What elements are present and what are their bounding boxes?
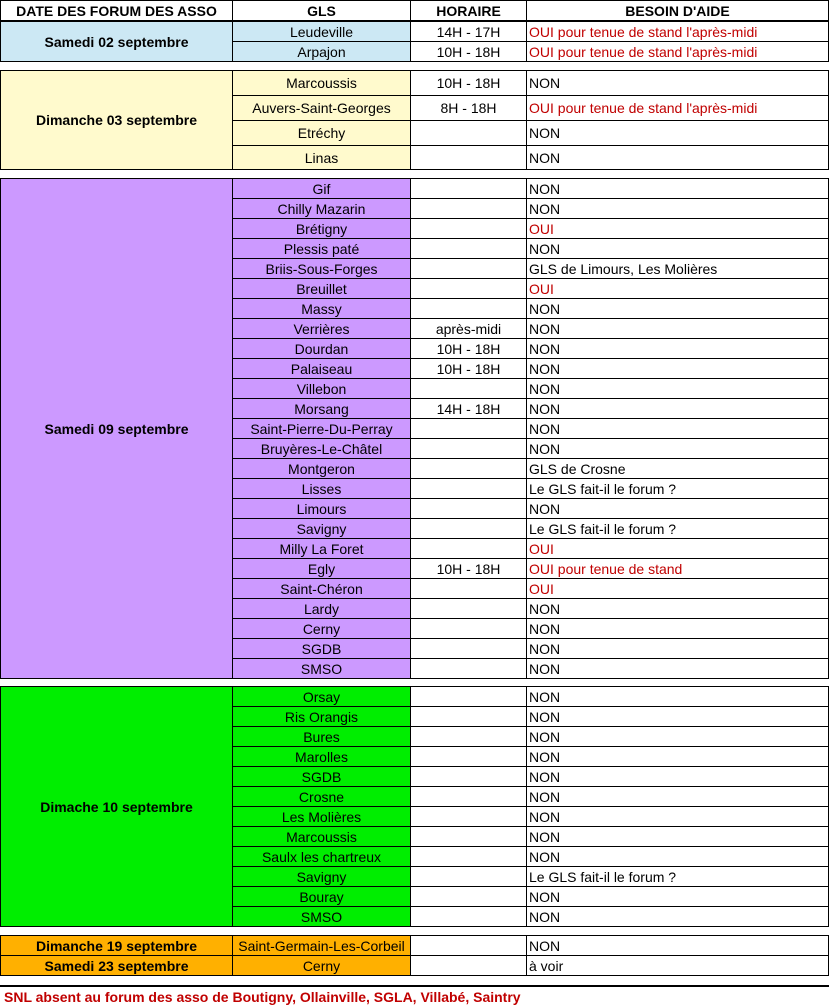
- horaire-cell: [410, 218, 527, 239]
- besoin-cell: OUI: [526, 538, 829, 559]
- horaire-cell: [410, 658, 527, 679]
- gls-cell: Saint-Chéron: [232, 578, 411, 599]
- gls-cell: Savigny: [232, 518, 411, 539]
- gls-cell: Cerny: [232, 955, 411, 976]
- gls-cell: SMSO: [232, 906, 411, 927]
- gls-cell: Bures: [232, 726, 411, 747]
- gls-cell: Montgeron: [232, 458, 411, 479]
- besoin-cell: NON: [526, 418, 829, 439]
- gls-cell: Leudeville: [232, 21, 411, 42]
- besoin-cell: OUI: [526, 218, 829, 239]
- besoin-cell: NON: [526, 120, 829, 146]
- horaire-cell: [410, 866, 527, 887]
- besoin-cell: NON: [526, 906, 829, 927]
- header-horaire: HORAIRE: [410, 0, 527, 21]
- besoin-cell: OUI pour tenue de stand: [526, 558, 829, 579]
- gls-cell: Etréchy: [232, 120, 411, 146]
- gls-cell: Brétigny: [232, 218, 411, 239]
- gls-cell: Milly La Foret: [232, 538, 411, 559]
- besoin-cell: NON: [526, 886, 829, 907]
- footer-note: SNL absent au forum des asso de Boutigny, Ollainville, SGLA, Villabé, Saintry: [0, 985, 829, 1007]
- horaire-cell: [410, 198, 527, 219]
- besoin-cell: NON: [526, 726, 829, 747]
- horaire-cell: 10H - 18H: [410, 70, 527, 96]
- besoin-cell: NON: [526, 145, 829, 170]
- horaire-cell: [410, 618, 527, 639]
- gls-cell: Chilly Mazarin: [232, 198, 411, 219]
- horaire-cell: [410, 120, 527, 146]
- date-cell: Dimanche 03 septembre: [0, 70, 233, 170]
- besoin-cell: NON: [526, 826, 829, 847]
- gls-cell: Morsang: [232, 398, 411, 419]
- date-cell: Samedi 23 septembre: [0, 955, 233, 976]
- gls-cell: Marolles: [232, 746, 411, 767]
- horaire-cell: [410, 686, 527, 707]
- gls-cell: Linas: [232, 145, 411, 170]
- besoin-cell: NON: [526, 786, 829, 807]
- gls-cell: Arpajon: [232, 41, 411, 62]
- besoin-cell: OUI: [526, 578, 829, 599]
- horaire-cell: [410, 706, 527, 727]
- horaire-cell: 10H - 18H: [410, 358, 527, 379]
- gls-cell: Cerny: [232, 618, 411, 639]
- besoin-cell: Le GLS fait-il le forum ?: [526, 866, 829, 887]
- horaire-cell: [410, 458, 527, 479]
- horaire-cell: [410, 298, 527, 319]
- gls-cell: Les Molières: [232, 806, 411, 827]
- horaire-cell: [410, 955, 527, 976]
- horaire-cell: 14H - 18H: [410, 398, 527, 419]
- horaire-cell: [410, 178, 527, 199]
- besoin-cell: NON: [526, 358, 829, 379]
- horaire-cell: 14H - 17H: [410, 21, 527, 42]
- besoin-cell: NON: [526, 198, 829, 219]
- besoin-cell: OUI pour tenue de stand l'après-midi: [526, 21, 829, 42]
- gls-cell: Breuillet: [232, 278, 411, 299]
- besoin-cell: NON: [526, 806, 829, 827]
- horaire-cell: [410, 238, 527, 259]
- horaire-cell: [410, 145, 527, 170]
- gls-cell: Massy: [232, 298, 411, 319]
- besoin-cell: NON: [526, 70, 829, 96]
- besoin-cell: GLS de Crosne: [526, 458, 829, 479]
- besoin-cell: NON: [526, 498, 829, 519]
- besoin-cell: NON: [526, 686, 829, 707]
- horaire-cell: [410, 806, 527, 827]
- horaire-cell: [410, 538, 527, 559]
- besoin-cell: NON: [526, 846, 829, 867]
- gls-cell: Limours: [232, 498, 411, 519]
- horaire-cell: [410, 418, 527, 439]
- gls-cell: Bouray: [232, 886, 411, 907]
- horaire-cell: [410, 935, 527, 956]
- besoin-cell: NON: [526, 378, 829, 399]
- gls-cell: Orsay: [232, 686, 411, 707]
- gls-cell: Bruyères-Le-Châtel: [232, 438, 411, 459]
- besoin-cell: NON: [526, 178, 829, 199]
- header-date: DATE DES FORUM DES ASSO: [0, 0, 233, 21]
- gls-cell: Verrières: [232, 318, 411, 339]
- gls-cell: Plessis paté: [232, 238, 411, 259]
- horaire-cell: [410, 438, 527, 459]
- besoin-cell: NON: [526, 318, 829, 339]
- besoin-cell: NON: [526, 338, 829, 359]
- horaire-cell: [410, 638, 527, 659]
- gls-cell: Villebon: [232, 378, 411, 399]
- besoin-cell: NON: [526, 638, 829, 659]
- date-cell: Dimanche 19 septembre: [0, 935, 233, 956]
- header-besoin: BESOIN D'AIDE: [526, 0, 829, 21]
- besoin-cell: Le GLS fait-il le forum ?: [526, 518, 829, 539]
- horaire-cell: après-midi: [410, 318, 527, 339]
- horaire-cell: [410, 886, 527, 907]
- gls-cell: Marcoussis: [232, 70, 411, 96]
- horaire-cell: [410, 578, 527, 599]
- gls-cell: Saulx les chartreux: [232, 846, 411, 867]
- gls-cell: Palaiseau: [232, 358, 411, 379]
- besoin-cell: NON: [526, 238, 829, 259]
- gls-cell: SGDB: [232, 638, 411, 659]
- horaire-cell: 8H - 18H: [410, 95, 527, 121]
- horaire-cell: [410, 846, 527, 867]
- horaire-cell: [410, 746, 527, 767]
- horaire-cell: [410, 766, 527, 787]
- gls-cell: Marcoussis: [232, 826, 411, 847]
- horaire-cell: [410, 786, 527, 807]
- gls-cell: Crosne: [232, 786, 411, 807]
- besoin-cell: NON: [526, 298, 829, 319]
- horaire-cell: 10H - 18H: [410, 338, 527, 359]
- horaire-cell: [410, 278, 527, 299]
- gls-cell: SGDB: [232, 766, 411, 787]
- gls-cell: Savigny: [232, 866, 411, 887]
- besoin-cell: NON: [526, 766, 829, 787]
- header-gls: GLS: [232, 0, 411, 21]
- besoin-cell: NON: [526, 658, 829, 679]
- horaire-cell: 10H - 18H: [410, 41, 527, 62]
- besoin-cell: NON: [526, 438, 829, 459]
- besoin-cell: OUI: [526, 278, 829, 299]
- horaire-cell: 10H - 18H: [410, 558, 527, 579]
- besoin-cell: NON: [526, 746, 829, 767]
- horaire-cell: [410, 498, 527, 519]
- horaire-cell: [410, 726, 527, 747]
- date-cell: Samedi 02 septembre: [0, 21, 233, 62]
- besoin-cell: GLS de Limours, Les Molières: [526, 258, 829, 279]
- gls-cell: Egly: [232, 558, 411, 579]
- date-cell: Samedi 09 septembre: [0, 178, 233, 679]
- horaire-cell: [410, 906, 527, 927]
- gls-cell: Auvers-Saint-Georges: [232, 95, 411, 121]
- gls-cell: Dourdan: [232, 338, 411, 359]
- besoin-cell: NON: [526, 598, 829, 619]
- horaire-cell: [410, 258, 527, 279]
- besoin-cell: OUI pour tenue de stand l'après-midi: [526, 95, 829, 121]
- gls-cell: Lardy: [232, 598, 411, 619]
- besoin-cell: NON: [526, 706, 829, 727]
- besoin-cell: NON: [526, 935, 829, 956]
- gls-cell: SMSO: [232, 658, 411, 679]
- besoin-cell: Le GLS fait-il le forum ?: [526, 478, 829, 499]
- gls-cell: Saint-Germain-Les-Corbeil: [232, 935, 411, 956]
- gls-cell: Ris Orangis: [232, 706, 411, 727]
- gls-cell: Briis-Sous-Forges: [232, 258, 411, 279]
- besoin-cell: à voir: [526, 955, 829, 976]
- horaire-cell: [410, 826, 527, 847]
- besoin-cell: NON: [526, 618, 829, 639]
- date-cell: Dimache 10 septembre: [0, 686, 233, 927]
- besoin-cell: NON: [526, 398, 829, 419]
- gls-cell: Saint-Pierre-Du-Perray: [232, 418, 411, 439]
- gls-cell: Lisses: [232, 478, 411, 499]
- gls-cell: Gif: [232, 178, 411, 199]
- besoin-cell: OUI pour tenue de stand l'après-midi: [526, 41, 829, 62]
- horaire-cell: [410, 598, 527, 619]
- horaire-cell: [410, 378, 527, 399]
- horaire-cell: [410, 518, 527, 539]
- horaire-cell: [410, 478, 527, 499]
